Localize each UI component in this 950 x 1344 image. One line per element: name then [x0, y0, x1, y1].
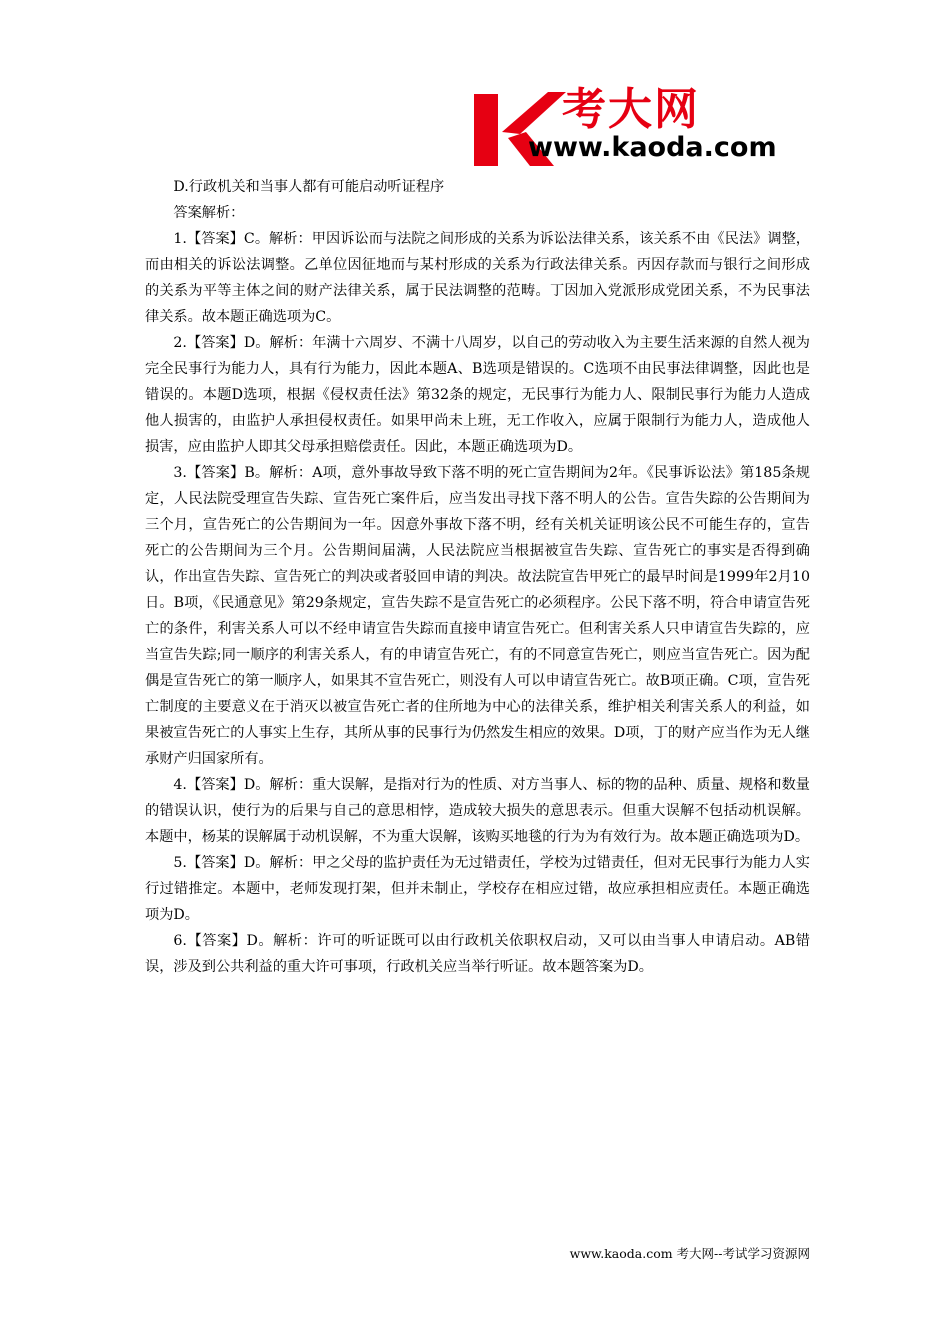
answer-2-paragraph: 2.【答案】D。解析：年满十六周岁、不满十八周岁，以自己的劳动收入为主要生活来源的自然人视为完全民事行为能力人，具有行为能力，因此本题A、B选项是错误的。C选项不由民事法律调整，因此也是错误的。本题D选项，根据《侵权责任法》第32条的规定，无民事行为能力人、限制民事行为能力人造成他人损害的，由监护人承担侵权责任。如果甲尚未上班，无工作收入，应属于限制行为能力人，造成他人损害，应由监护人即其父母承担赔偿责任。因此，本题正确选项为D。: [145, 335, 810, 455]
logo-url: www.kaoda.com: [528, 132, 777, 163]
answer-6-paragraph: 6.【答案】D。解析：许可的听证既可以由行政机关依职权启动，又可以由当事人申请启动。AB错误，涉及到公共利益的重大许可事项，行政机关应当举行听证。故本题答案为D。: [145, 933, 810, 975]
answer-5-paragraph: 5.【答案】D。解析：甲之父母的监护责任为无过错责任，学校为过错责任，但对无民事行为能力人实行过错推定。本题中，老师发现打架，但并未制止，学校存在相应过错，故应承担相应责任。本题正确选项为D。: [145, 855, 810, 923]
answer-3-paragraph: 3.【答案】B。解析：A项，意外事故导致下落不明的死亡宣告期间为2年。《民事诉讼法》第185条规定，人民法院受理宣告失踪、宣告死亡案件后，应当发出寻找下落不明人的公告。宣告失踪的公告期间为三个月，宣告死亡的公告期间为一年。因意外事故下落不明，经有关机关证明该公民不可能生存的，宣告死亡的公告期间为三个月。公告期间届满，人民法院应当根据被宣告失踪、宣告死亡的事实是否得到确认，作出宣告失踪、宣告死亡的判决或者驳回申请的判决。故法院宣告甲死亡的最早时间是1999年2月10日。B项，《民通意见》第29条规定，宣告失踪不是宣告死亡的必须程序。公民下落不明，符合申请宣告死亡的条件，利害关系人可以不经申请宣告失踪而直接申请宣告死亡。但利害关系人只申请宣告失踪的，应当宣告失踪;同一顺序的利害关系人，有的申请宣告死亡，有的不同意宣告死亡，则应当宣告死亡。因为配偶是宣告死亡的第一顺序人，如果其不宣告死亡，则没有人可以申请宣告死亡。故B项正确。C项，宣告死亡制度的主要意义在于消灭以被宣告死亡者的住所地为中心的法律关系，维护相关利害关系人的利益，如果被宣告死亡的人事实上生存，其所从事的民事行为仍然发生相应的效果。D项，丁的财产应当作为无人继承财产归国家所有。: [145, 465, 810, 767]
answer-4-paragraph: 4.【答案】D。解析：重大误解，是指对行为的性质、对方当事人、标的物的品种、质量、规格和数量的错误认识，使行为的后果与自己的意思相悖，造成较大损失的意思表示。但重大误解不包括动机误解。本题中，杨某的误解属于动机误解，不为重大误解，该购买地毯的行为为有效行为。故本题正确选项为D。: [145, 777, 810, 845]
answer-content: [145, 174, 810, 980]
page-footer: www.kaoda.com 考大网--考试学习资源网: [569, 1246, 810, 1261]
kaoda-logo: [468, 86, 818, 168]
answer-1-paragraph: 1.【答案】C。解析：甲因诉讼而与法院之间形成的关系为诉讼法律关系，该关系不由《民法》调整，而由相关的诉讼法调整。乙单位因征地而与某村形成的关系为行政法律关系。丙因存款而与银行之间形成的关系为平等主体之间的财产法律关系，属于民法调整的范畴。丁因加入党派形成党团关系，不为民事法律关系。故本题正确选项为C。: [145, 231, 810, 325]
option-d-line: D.行政机关和当事人都有可能启动听证程序: [173, 179, 445, 195]
logo-chinese-name: 考大网: [562, 84, 700, 135]
answer-analysis-heading: 答案解析：: [173, 205, 245, 221]
